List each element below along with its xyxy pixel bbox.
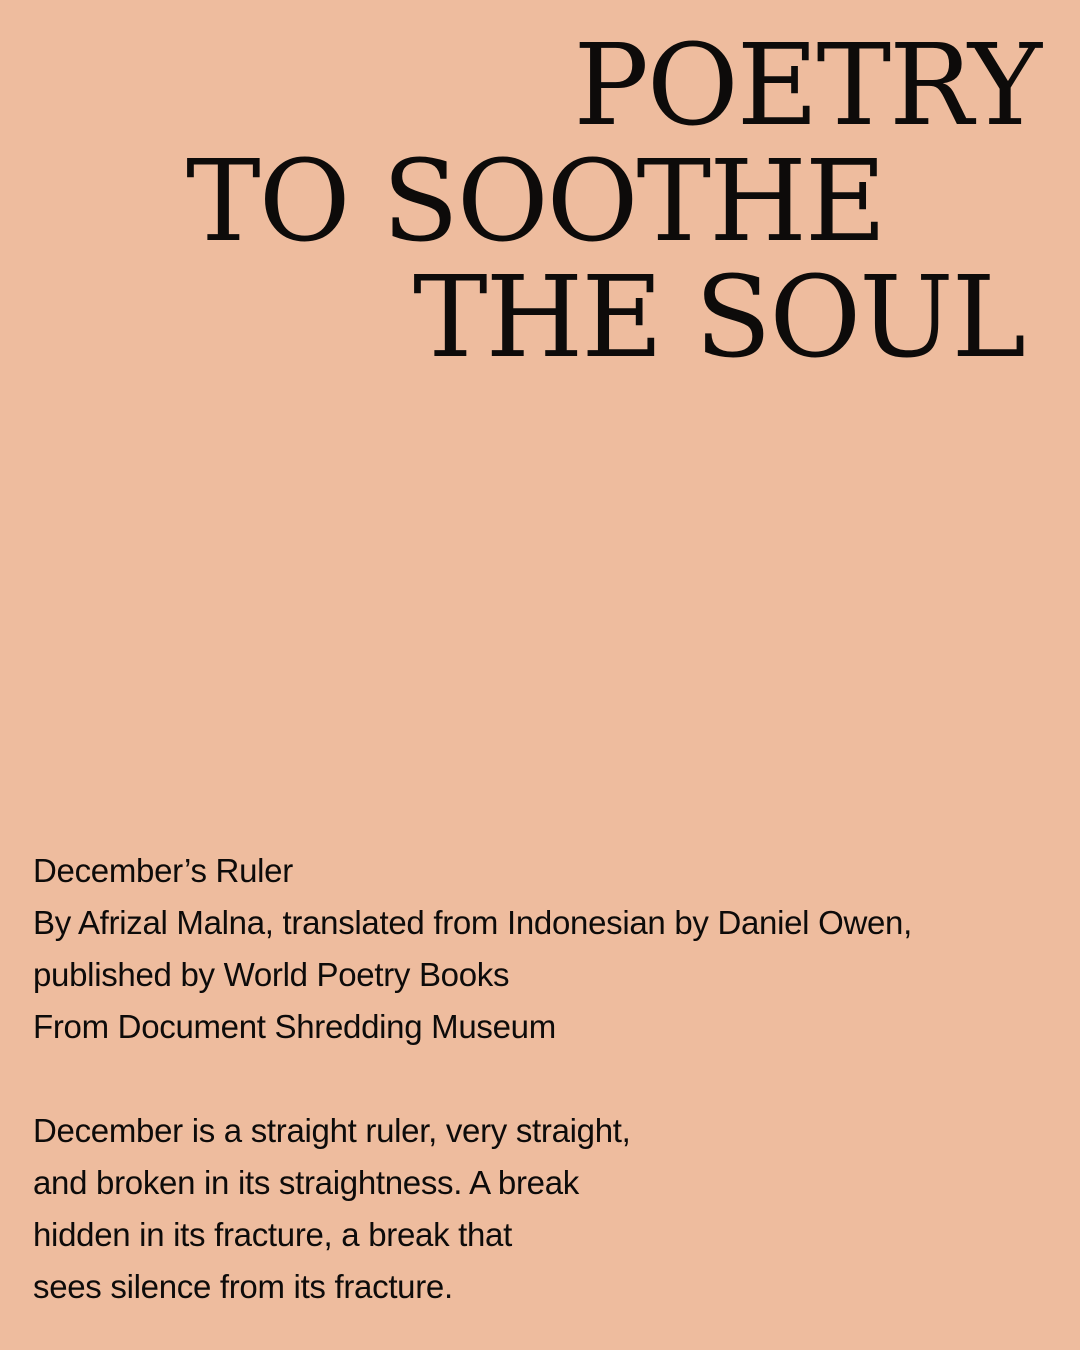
poem-title: December’s Ruler	[33, 852, 293, 889]
page-title	[0, 21, 1080, 383]
poem-line-4: sees silence from its fracture.	[33, 1268, 453, 1305]
title-line-3: THE SOUL	[412, 253, 1024, 383]
title-line-1: POETRY	[573, 21, 1040, 151]
author-translator-credit: By Afrizal Malna, translated from Indonesian by Daniel Owen,	[33, 904, 912, 941]
poem-excerpt	[33, 1105, 1043, 1313]
source-collection: From Document Shredding Museum	[33, 1008, 556, 1045]
title-line-2: TO SOOTHE	[186, 137, 885, 267]
poem-line-2: and broken in its straightness. A break	[33, 1164, 579, 1201]
poem-line-3: hidden in its fracture, a break that	[33, 1216, 512, 1253]
publisher-credit: published by World Poetry Books	[33, 956, 510, 993]
poem-line-1: December is a straight ruler, very straight,	[33, 1112, 631, 1149]
poem-info	[33, 845, 1043, 1053]
